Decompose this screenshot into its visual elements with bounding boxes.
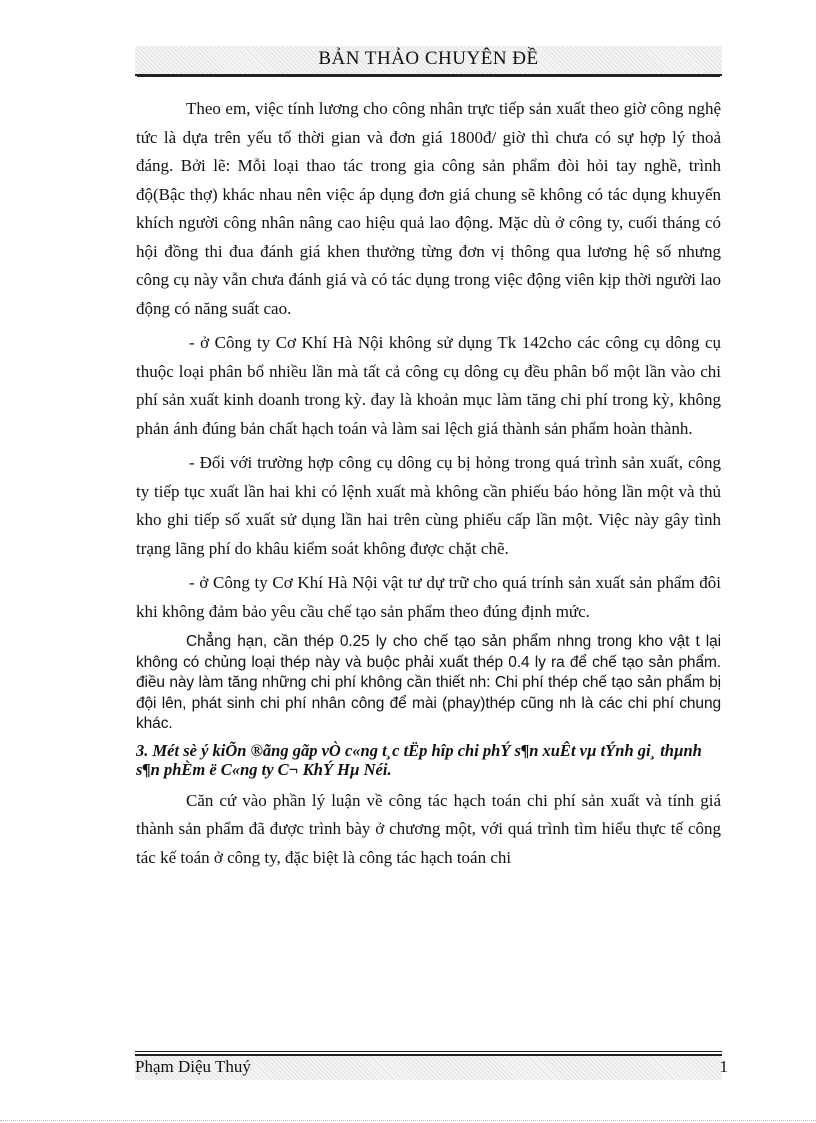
paragraph-damaged-tools: - Đối với trường hợp công cụ dông cụ bị hỏng trong quá trình sản xuất, công ty tiếp tục xuất lần hai khi có lệnh xuất mà không cần phiếu báo hỏng lần một và thủ kho ghi tiếp số xuất sử dụng lần hai trên cùng phiếu cấp lần một. Việc này gây tình trạng lãng phí do khâu kiểm soát không được chặt chẽ. bbox=[136, 453, 721, 558]
paragraph-closing: Căn cứ vào phần lý luận về công tác hạch toán chi phí sản xuất và tính giá thành sản phẩm đã được trình bày ở chương một, với quá trình tìm hiểu thực tế công tác kế toán ở công ty, đặc biệt là công tác hạch toán chi bbox=[136, 790, 721, 867]
page-number: 1 bbox=[719, 1057, 728, 1076]
header-title: BẢN THẢO CHUYÊN ĐỀ bbox=[318, 48, 539, 69]
page-edge-divider bbox=[0, 1120, 816, 1121]
page-footer bbox=[135, 1054, 728, 1080]
paragraph-tools-allocation: - ở Công ty Cơ Khí Hà Nội không sử dụng Tk 142cho các công cụ dông cụ thuộc loại phân bổ nhiều lần mà tất cả công cụ dông cụ đều phân bổ một lần vào chi phí sản xuất kinh doanh trong kỳ. đay là khoản mục làm tăng chi phí trong kỳ, không phản ánh đúng bản chất hạch toán và làm sai lệch giá thành sản phẩm hoàn thành. bbox=[136, 333, 721, 438]
footer-author: Phạm Diệu Thuý bbox=[135, 1057, 251, 1076]
paragraph-steel-example: Chẳng hạn, cần thép 0.25 ly cho chế tạo sản phẩm nhng trong kho vật t lại không có chủng loại thép này và buộc phải xuất thép 0.4 ly ra để chế tạo sản phẩm. điều này làm tăng những chi phí không cần thiết nh: Chi phí thép chế tạo sản phẩm bị đội lên, phát sinh chi phí nhân công để mài (phay)thép cũng nh là các chi phí chung khác. bbox=[136, 633, 721, 732]
document-body bbox=[136, 95, 721, 872]
section-heading: 3. Mét sè ý kiÕn ®ãng gãp vÒ c«ng t¸c tËp hîp chi phÝ s¶n xuÊt vµ tÝnh gi¸ thµnh s¶n phÈm ë C«ng ty C¬ KhÝ Hµ Néi. bbox=[136, 740, 702, 779]
page-header bbox=[135, 46, 722, 76]
paragraph-material-reserve: - ở Công ty Cơ Khí Hà Nội vật tư dự trữ cho quá trính sản xuất sản phẩm đôi khi không đảm bảo yêu cầu chế tạo sản phẩm theo đúng định mức. bbox=[136, 573, 721, 621]
paragraph-wage-calculation: Theo em, việc tính lương cho công nhân trực tiếp sản xuất theo giờ công nghệ tức là dựa trên yếu tố thời gian và đơn giá 1800đ/ giờ thì chưa có sự hợp lý thoả đáng. Bởi lẽ: Mỗi loại thao tác trong gia công sản phẩm đòi hỏi tay nghề, trình độ(Bậc thợ) khác nhau nên việc áp dụng đơn giá chung sẽ không có tác dụng khuyến khích người công nhân nâng cao hiệu quả lao động. Mặc dù ở công ty, cuối tháng có hội đồng thi đua đánh giá khen thưởng từng đơn vị thông qua lương hệ số nhưng công cụ này vẫn chưa đánh giá và có tác dụng trong việc động viên kịp thời người lao động có năng suất cao. bbox=[136, 99, 721, 318]
